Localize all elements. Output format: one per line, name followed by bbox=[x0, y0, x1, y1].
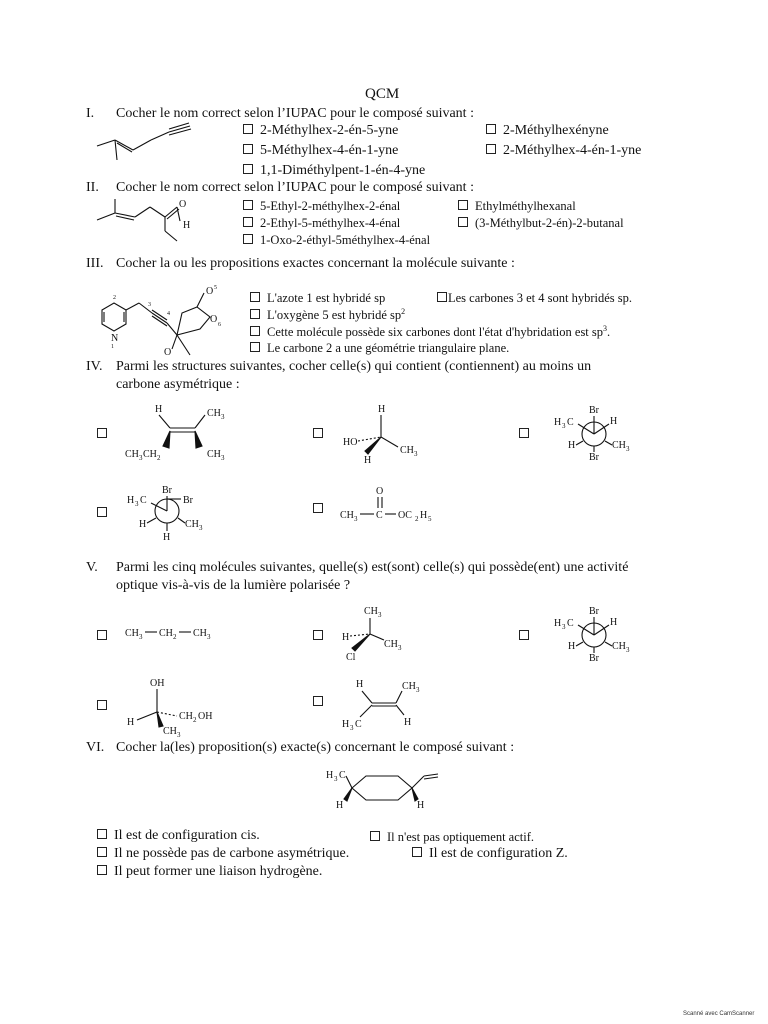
svg-text:3: 3 bbox=[221, 454, 225, 462]
svg-text:3: 3 bbox=[207, 633, 211, 641]
svg-text:H: H bbox=[163, 532, 171, 543]
page-title: QCM bbox=[365, 86, 400, 102]
svg-text:H: H bbox=[356, 679, 364, 690]
q5-checkbox-5[interactable] bbox=[313, 696, 323, 706]
svg-text:H: H bbox=[139, 519, 147, 530]
svg-text:CH: CH bbox=[612, 641, 626, 652]
checkbox[interactable] bbox=[243, 200, 253, 210]
svg-text:CH: CH bbox=[159, 628, 173, 639]
svg-text:3: 3 bbox=[139, 633, 143, 641]
svg-text:H: H bbox=[326, 770, 334, 781]
question-number: V. bbox=[86, 560, 98, 575]
svg-text:3: 3 bbox=[354, 515, 358, 523]
structure-q5-4 bbox=[125, 676, 235, 739]
svg-text:4: 4 bbox=[167, 311, 170, 317]
q5-checkbox-1[interactable] bbox=[97, 630, 107, 640]
svg-text:H: H bbox=[417, 800, 425, 811]
svg-text:H: H bbox=[554, 618, 562, 629]
svg-text:H: H bbox=[342, 719, 350, 730]
svg-text:3: 3 bbox=[626, 646, 630, 654]
svg-text:Br: Br bbox=[183, 495, 193, 506]
svg-text:CH: CH bbox=[400, 445, 414, 456]
svg-text:1: 1 bbox=[111, 344, 114, 350]
svg-text:3: 3 bbox=[139, 454, 143, 462]
question-text: Cocher la(les) proposition(s) exacte(s) concernant le composé suivant : bbox=[116, 740, 515, 755]
svg-text:OH: OH bbox=[150, 678, 165, 689]
checkbox[interactable] bbox=[97, 847, 107, 857]
svg-text:CH: CH bbox=[143, 449, 157, 460]
svg-text:CH: CH bbox=[207, 449, 221, 460]
svg-text:3: 3 bbox=[414, 450, 418, 458]
structure-q2 bbox=[95, 195, 205, 250]
svg-text:CH: CH bbox=[207, 408, 221, 419]
checkbox[interactable] bbox=[250, 309, 260, 319]
structure-q4-1 bbox=[125, 404, 235, 464]
q5-checkbox-2[interactable] bbox=[313, 630, 323, 640]
question-4 bbox=[86, 359, 591, 375]
structure-q5-1 bbox=[125, 622, 235, 642]
q4-checkbox-5[interactable] bbox=[313, 503, 323, 513]
q3-option-5[interactable]: Le carbone 2 a une géométrie triangulaire plane. bbox=[250, 341, 509, 356]
svg-text:O: O bbox=[376, 486, 384, 497]
question-number: II. bbox=[86, 180, 99, 195]
question-text: Cocher la ou les propositions exactes concernant la molécule suivante : bbox=[116, 256, 515, 271]
question-5 bbox=[86, 560, 628, 576]
svg-text:2: 2 bbox=[415, 515, 419, 523]
svg-text:H: H bbox=[127, 495, 135, 506]
svg-text:3: 3 bbox=[416, 686, 420, 694]
structure-q4-5 bbox=[340, 484, 450, 524]
structure-q4-4 bbox=[125, 483, 215, 543]
svg-text:H: H bbox=[155, 404, 163, 415]
svg-text:2: 2 bbox=[193, 716, 197, 724]
question-3 bbox=[86, 256, 515, 272]
svg-text:3: 3 bbox=[177, 731, 181, 739]
structure-q4-3 bbox=[552, 402, 632, 464]
svg-text:2: 2 bbox=[173, 633, 177, 641]
svg-text:3: 3 bbox=[562, 422, 566, 430]
svg-text:H: H bbox=[554, 417, 562, 428]
svg-text:5: 5 bbox=[428, 515, 432, 523]
q4-checkbox-1[interactable] bbox=[97, 428, 107, 438]
checkbox[interactable] bbox=[243, 217, 253, 227]
question-number: VI. bbox=[86, 740, 105, 755]
q2-option-1[interactable]: 5-Ethyl-2-méthylhex-2-énal bbox=[243, 199, 400, 214]
svg-text:H: H bbox=[183, 220, 191, 231]
question-number: I. bbox=[86, 106, 95, 121]
q4-checkbox-4[interactable] bbox=[97, 507, 107, 517]
svg-text:H: H bbox=[568, 440, 576, 451]
svg-text:H: H bbox=[342, 632, 350, 643]
structure-q3 bbox=[92, 285, 227, 360]
checkbox[interactable] bbox=[458, 200, 468, 210]
svg-text:CH: CH bbox=[193, 628, 207, 639]
svg-text:3: 3 bbox=[350, 724, 354, 732]
svg-text:Cl: Cl bbox=[346, 652, 356, 663]
question-number: IV. bbox=[86, 359, 103, 374]
question-number: III. bbox=[86, 256, 104, 271]
question-text: Parmi les cinq molécules suivantes, quelle(s) est(sont) celle(s) qui possède(ent) une activité bbox=[116, 560, 629, 575]
checkbox[interactable] bbox=[250, 342, 260, 352]
q1-option-4[interactable]: 2-Méthylhex-4-én-1-yne bbox=[486, 143, 641, 159]
q1-option-1[interactable]: 2-Méthylhex-2-én-5-yne bbox=[243, 123, 398, 139]
q6-option-1[interactable]: Il est de configuration cis. bbox=[97, 828, 260, 844]
svg-text:Br: Br bbox=[589, 405, 599, 416]
question-4-line-2: carbone asymétrique : bbox=[116, 377, 240, 392]
q2-option-4[interactable]: (3-Méthylbut-2-én)-2-butanal bbox=[458, 216, 624, 231]
checkbox[interactable] bbox=[243, 164, 253, 174]
checkbox[interactable] bbox=[370, 831, 380, 841]
q3-option-1[interactable]: L'azote 1 est hybridé sp bbox=[250, 291, 385, 306]
svg-text:C: C bbox=[355, 719, 362, 730]
checkbox[interactable] bbox=[250, 326, 260, 336]
svg-text:3: 3 bbox=[135, 500, 139, 508]
svg-text:2: 2 bbox=[113, 295, 116, 301]
question-5-line-2: optique vis-à-vis de la lumière polarisée ? bbox=[116, 578, 351, 593]
svg-text:HO: HO bbox=[343, 437, 358, 448]
svg-text:3: 3 bbox=[148, 302, 151, 308]
svg-text:N: N bbox=[111, 333, 119, 344]
svg-text:Br: Br bbox=[589, 452, 599, 463]
svg-text:H: H bbox=[420, 510, 428, 521]
svg-text:5: 5 bbox=[214, 285, 217, 291]
svg-text:O: O bbox=[179, 199, 187, 210]
q2-option-3[interactable]: 2-Ethyl-5-méthylhex-4-énal bbox=[243, 216, 400, 231]
q3-option-3[interactable]: L'oxygène 5 est hybridé $sp^2$ bbox=[250, 307, 405, 323]
q2-option-5[interactable]: 1-Oxo-2-éthyl-5méthylhex-4-énal bbox=[243, 233, 430, 248]
svg-text:2: 2 bbox=[157, 454, 161, 462]
svg-text:Br: Br bbox=[589, 606, 599, 617]
question-6 bbox=[86, 740, 514, 756]
svg-text:H: H bbox=[404, 717, 412, 728]
q5-checkbox-3[interactable] bbox=[519, 630, 529, 640]
scanner-footer: Scanné avec CamScanner bbox=[683, 1011, 755, 1017]
svg-text:H: H bbox=[336, 800, 344, 811]
svg-text:CH: CH bbox=[384, 639, 398, 650]
q6-option-2[interactable]: Il n'est pas optiquement actif. bbox=[370, 830, 534, 845]
q1-option-2[interactable]: 2-Méthylhexényne bbox=[486, 123, 609, 139]
q4-checkbox-2[interactable] bbox=[313, 428, 323, 438]
q4-checkbox-3[interactable] bbox=[519, 428, 529, 438]
svg-text:3: 3 bbox=[398, 644, 402, 652]
svg-text:CH: CH bbox=[340, 510, 354, 521]
structure-q5-5 bbox=[340, 675, 440, 730]
svg-text:Br: Br bbox=[162, 485, 172, 496]
question-text: Parmi les structures suivantes, cocher celle(s) qui contient (contiennent) au moins un bbox=[116, 359, 592, 374]
checkbox[interactable] bbox=[486, 144, 496, 154]
svg-text:6: 6 bbox=[218, 322, 221, 328]
svg-text:3: 3 bbox=[199, 524, 203, 532]
svg-text:C: C bbox=[339, 770, 346, 781]
svg-text:3: 3 bbox=[626, 445, 630, 453]
svg-text:CH: CH bbox=[125, 449, 139, 460]
svg-text:3: 3 bbox=[334, 775, 338, 783]
structure-q6 bbox=[320, 766, 450, 816]
svg-text:H: H bbox=[568, 641, 576, 652]
structure-q5-3 bbox=[552, 603, 632, 665]
svg-text:CH: CH bbox=[185, 519, 199, 530]
svg-text:H: H bbox=[378, 404, 386, 415]
q3-option-4[interactable]: Cette molécule possède six carbones dont l'état d'hybridation est $sp^3$. bbox=[250, 324, 610, 340]
svg-text:CH: CH bbox=[179, 711, 193, 722]
svg-text:O: O bbox=[210, 314, 218, 325]
svg-text:H: H bbox=[610, 617, 618, 628]
svg-text:H: H bbox=[364, 455, 372, 466]
checkbox[interactable] bbox=[486, 124, 496, 134]
structure-q5-2 bbox=[340, 604, 420, 666]
q6-option-4[interactable]: Il est de configuration Z. bbox=[412, 846, 568, 862]
q6-option-5[interactable]: Il peut former une liaison hydrogène. bbox=[97, 864, 322, 880]
svg-text:CH: CH bbox=[125, 628, 139, 639]
q3-option-2[interactable]: Les carbones 3 et 4 sont hybridés sp. bbox=[437, 291, 632, 306]
svg-text:OC: OC bbox=[398, 510, 412, 521]
checkbox[interactable] bbox=[437, 292, 447, 302]
checkbox[interactable] bbox=[243, 234, 253, 244]
svg-text:C: C bbox=[567, 417, 574, 428]
structure-q1 bbox=[95, 120, 195, 170]
svg-text:C: C bbox=[140, 495, 147, 506]
question-2 bbox=[86, 180, 474, 196]
svg-text:CH: CH bbox=[163, 726, 177, 737]
checkbox[interactable] bbox=[97, 865, 107, 875]
question-text: Cocher le nom correct selon l’IUPAC pour le composé suivant : bbox=[116, 180, 474, 195]
svg-text:O: O bbox=[206, 286, 214, 297]
checkbox[interactable] bbox=[243, 124, 253, 134]
svg-text:OH: OH bbox=[198, 711, 213, 722]
checkbox[interactable] bbox=[97, 829, 107, 839]
svg-text:CH: CH bbox=[364, 606, 378, 617]
svg-text:Br: Br bbox=[589, 653, 599, 664]
q2-option-2[interactable]: Ethylméthylhexanal bbox=[458, 199, 576, 214]
svg-text:CH: CH bbox=[612, 440, 626, 451]
checkbox[interactable] bbox=[412, 847, 422, 857]
svg-text:3: 3 bbox=[378, 611, 382, 619]
checkbox[interactable] bbox=[243, 144, 253, 154]
svg-text:H: H bbox=[127, 717, 135, 728]
svg-text:3: 3 bbox=[221, 413, 225, 421]
q5-checkbox-4[interactable] bbox=[97, 700, 107, 710]
svg-text:H: H bbox=[610, 416, 618, 427]
structure-q4-2 bbox=[340, 403, 430, 465]
q1-option-3[interactable]: 5-Méthylhex-4-én-1-yne bbox=[243, 143, 398, 159]
svg-text:CH: CH bbox=[402, 681, 416, 692]
svg-text:C: C bbox=[567, 618, 574, 629]
q6-option-3[interactable]: Il ne possède pas de carbone asymétrique. bbox=[97, 846, 349, 862]
checkbox[interactable] bbox=[250, 292, 260, 302]
svg-text:O: O bbox=[164, 347, 172, 358]
question-text: Cocher le nom correct selon l’IUPAC pour le composé suivant : bbox=[116, 106, 474, 121]
checkbox[interactable] bbox=[458, 217, 468, 227]
svg-text:C: C bbox=[376, 510, 383, 521]
q1-option-5[interactable]: 1,1-Diméthylpent-1-én-4-yne bbox=[243, 163, 425, 179]
svg-text:3: 3 bbox=[562, 623, 566, 631]
